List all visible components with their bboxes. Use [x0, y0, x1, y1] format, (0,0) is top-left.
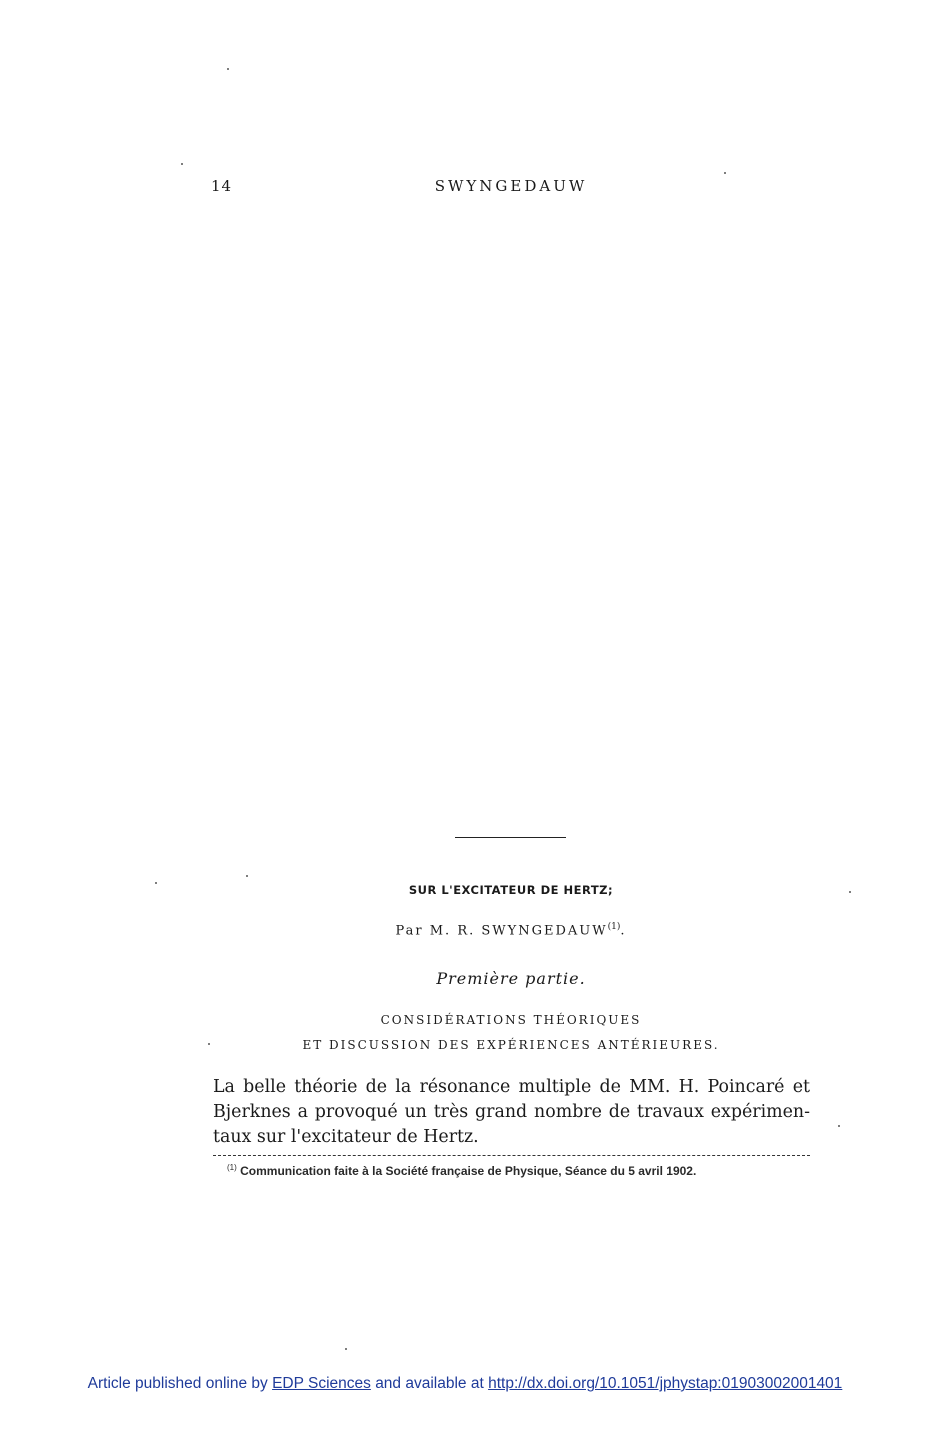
byline — [0, 922, 930, 938]
body-paragraph — [213, 1075, 810, 1150]
publisher-line — [0, 1375, 930, 1393]
scan-speck — [246, 875, 248, 877]
footnote-mark: (1) — [227, 1163, 237, 1172]
footnote — [227, 1163, 812, 1178]
byline-text: Par M. R. SWYNGEDAUW — [395, 923, 608, 939]
section-heading-line-1: CONSIDÉRATIONS THÉORIQUES — [380, 1013, 642, 1027]
publisher-link[interactable]: EDP Sciences — [272, 1375, 371, 1392]
scan-speck — [724, 172, 726, 174]
part-title: Première partie. — [436, 969, 586, 988]
publisher-middle: and available at — [375, 1375, 484, 1392]
paragraph-line: La belle théorie de la résonance multiple de MM. H. Poincaré et — [213, 1077, 810, 1097]
byline-suffix: . — [620, 923, 627, 939]
page-number: 14 — [211, 177, 233, 195]
section-separator-rule — [455, 837, 566, 838]
paragraph-line: Bjerknes a provoqué un très grand nombre de travaux expérimen- — [213, 1102, 810, 1122]
byline-note-mark: (1) — [607, 922, 621, 932]
scan-speck — [181, 163, 183, 165]
footnote-text: Communication faite à la Société française de Physique, Séance du 5 avril 1902. — [240, 1164, 697, 1178]
scan-speck — [838, 1125, 840, 1127]
section-heading-line-2: ET DISCUSSION DES EXPÉRIENCES ANTÉRIEURES. — [302, 1038, 720, 1052]
article-title: SUR L'EXCITATEUR DE HERTZ; — [408, 883, 614, 897]
doi-link[interactable]: http://dx.doi.org/10.1051/jphystap:01903002001401 — [488, 1375, 843, 1392]
paragraph-line: taux sur l'excitateur de Hertz. — [213, 1127, 479, 1147]
scan-speck — [227, 68, 229, 70]
publisher-prefix: Article published online by — [87, 1375, 268, 1392]
running-head: SWYNGEDAUW — [434, 177, 588, 195]
footnote-rule — [213, 1155, 810, 1156]
scan-speck — [345, 1348, 347, 1350]
